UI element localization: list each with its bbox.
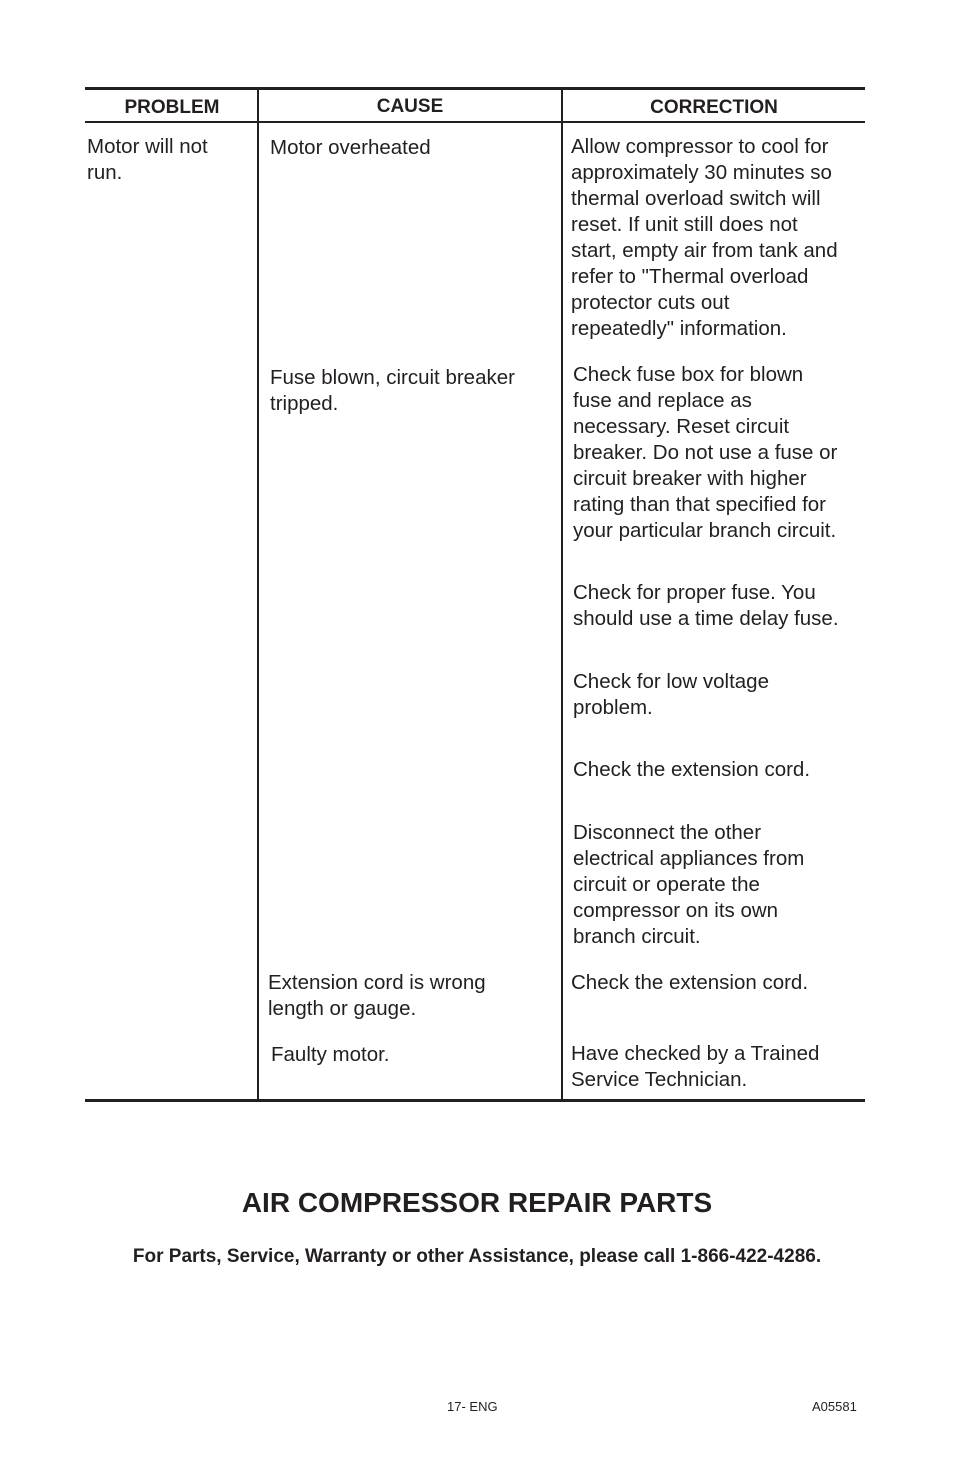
header-bottom-rule (85, 121, 865, 123)
correction-extension-cord-1: Check the extension cord. (573, 758, 811, 781)
correction-trained-technician: Have checked by a Trained Service Technician. (571, 1042, 820, 1091)
correction-cool-compressor: Allow compressor to cool for approximately 30 minutes so thermal overload switch will reset. If unit still does not start, empty air from tank and refer to "Thermal overload protector cuts out repeatedly" information. (571, 135, 838, 340)
cause-extension-cord: Extension cord is wrong length or gauge. (268, 971, 486, 1020)
table-bottom-rule (85, 1099, 865, 1102)
correction-check-fuse-box: Check fuse box for blown fuse and replace as necessary. Reset circuit breaker. Do not use a fuse or circuit breaker with higher rating than that specified for your particular branch circuit. (573, 363, 838, 542)
column-divider-2 (561, 88, 563, 1101)
correction-extension-cord-2: Check the extension cord. (571, 971, 809, 994)
cause-fuse-blown: Fuse blown, circuit breaker tripped. (270, 366, 515, 415)
correction-disconnect-appliances: Disconnect the other electrical appliances from circuit or operate the compressor on its own branch circuit. (573, 821, 805, 948)
header-problem: PROBLEM (124, 97, 220, 118)
page-number: 17- ENG (447, 1399, 498, 1414)
assistance-line: For Parts, Service, Warranty or other Assistance, please call 1-866-422-4286. (132, 1246, 822, 1267)
correction-proper-fuse: Check for proper fuse. You should use a time delay fuse. (573, 581, 839, 630)
header-cause: CAUSE (376, 96, 444, 117)
cause-motor-overheated: Motor overheated (270, 136, 431, 159)
document-code: A05581 (812, 1399, 857, 1414)
column-divider-1 (257, 88, 259, 1101)
table-top-rule (85, 87, 865, 90)
header-correction: CORRECTION (650, 97, 778, 118)
problem-text: Motor will not run. (87, 135, 208, 184)
section-title: AIR COMPRESSOR REPAIR PARTS (241, 1187, 713, 1218)
correction-low-voltage: Check for low voltage problem. (573, 670, 769, 719)
cause-faulty-motor: Faulty motor. (271, 1043, 390, 1066)
